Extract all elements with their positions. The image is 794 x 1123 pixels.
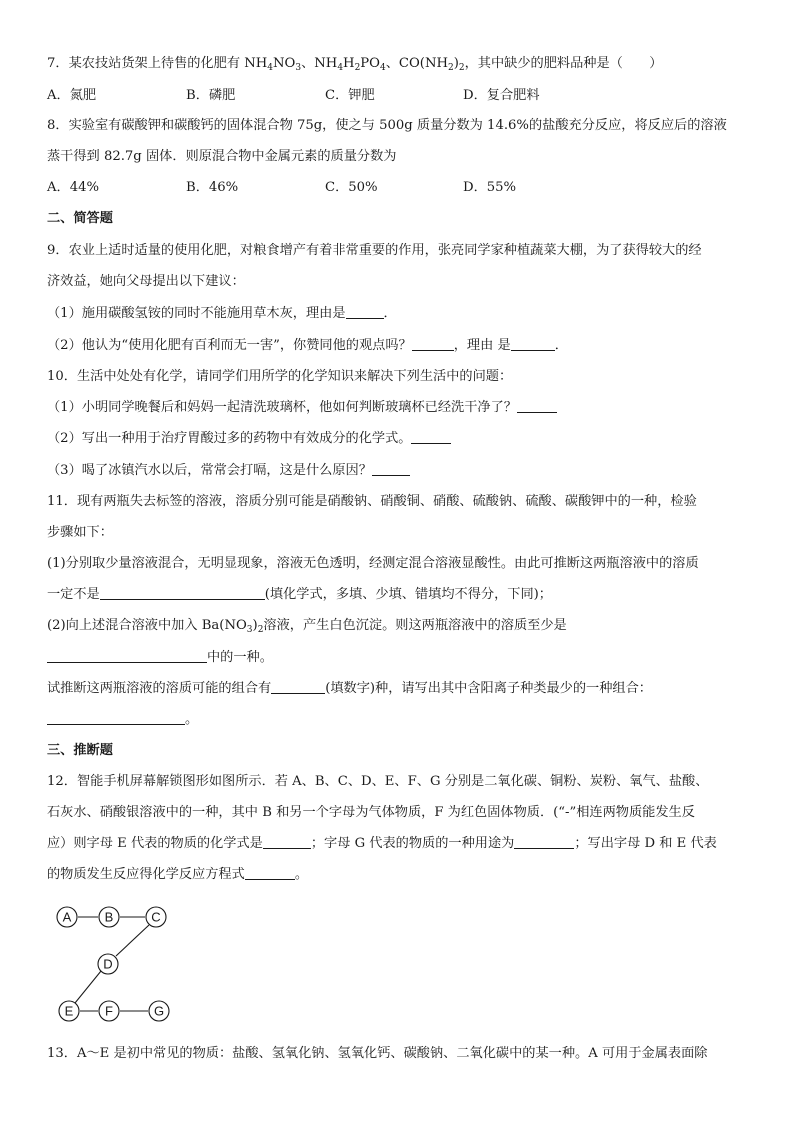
- answer-blank[interactable]: [372, 462, 410, 476]
- answer-blank[interactable]: [271, 680, 325, 694]
- node-f-label: F: [105, 1003, 113, 1019]
- q13-line-1: 13．A～E 是初中常见的物质：盐酸、氢氧化钠、氢氧化钙、碳酸钠、二氧化碳中的某一种。A 可用于金属表面除: [47, 1046, 708, 1061]
- q8-option-c: C．50%: [325, 180, 378, 195]
- answer-blank[interactable]: [517, 399, 557, 413]
- q8-line-1: 8．实验室有碳酸钾和碳酸钙的固体混合物 75g，使之与 500g 质量分数为 14.6%的盐酸充分反应，将反应后的溶液: [47, 118, 727, 133]
- q8-option-d: D．55%: [463, 180, 517, 195]
- q11-line-3: (1)分别取少量溶液混合，无明显现象，溶液无色透明，经测定混合溶液显酸性。由此可推断这两瓶溶液中的溶质: [47, 556, 699, 571]
- q11-line-6: 中的一种。: [47, 648, 273, 668]
- answer-blank[interactable]: [412, 337, 454, 351]
- q7-option-d: D．复合肥料: [463, 88, 540, 103]
- q11-line-7: 试推断这两瓶溶液的溶质可能的组合有 (填数字)种，请写出其中含阳离子种类最少的一种组合：: [47, 681, 652, 696]
- edge-c-d: [116, 925, 149, 956]
- q12-line-2: 石灰水、硝酸银溶液中的一种，其中 B 和另一个字母为气体物质，F 为红色固体物质．(“-”相连两物质能发生反: [47, 805, 695, 820]
- q7-stem: 7．某农技站货架上待售的化肥有 $NH_4NO_3$、$NH_4H_2PO_4$、$CO(NH_2)_2$，其中缺少的肥料品种是（ ）: [47, 56, 663, 73]
- q9-line-1: 9．农业上适时适量的使用化肥，对粮食增产有着非常重要的作用，张亮同学家种植蔬菜大棚，为了获得较大的经: [47, 243, 702, 258]
- q8-option-a: A．44%: [47, 180, 100, 195]
- q7-option-c: C．钾肥: [325, 88, 375, 103]
- section-heading-2: 二、简答题: [47, 211, 113, 226]
- node-g-label: G: [153, 1003, 165, 1019]
- node-a-label: A: [62, 909, 72, 925]
- answer-blank[interactable]: [514, 835, 574, 849]
- section-heading-3: 三、推断题: [47, 743, 113, 758]
- q7-option-a: A．氮肥: [47, 88, 97, 103]
- answer-blank[interactable]: [411, 430, 451, 444]
- q11-line-5: (2)向上述混合溶液中加入 $Ba(NO_3)_2$溶液，产生白色沉淀。则这两瓶溶液中的溶质至少是: [47, 618, 567, 635]
- q10-part-2: （2）写出一种用于治疗胃酸过多的药物中有效成分的化学式。: [47, 429, 451, 449]
- q12-line-1: 12．智能手机屏幕解锁图形如图所示．若 A、B、C、D、E、F、G 分别是二氧化碳、铜粉、炭粉、氧气、盐酸、: [47, 774, 709, 789]
- answer-blank[interactable]: [263, 835, 311, 849]
- node-b-label: B: [104, 909, 114, 925]
- answer-blank[interactable]: [47, 711, 185, 725]
- q9-part-1: （1）施用碳酸氢铵的同时不能施用草木灰，理由是 ．: [47, 306, 397, 321]
- q11-line-8: 。: [47, 710, 198, 730]
- q10-part-3: （3）喝了冰镇汽水以后，常常会打嗝，这是什么原因？: [47, 461, 410, 481]
- answer-blank[interactable]: [245, 866, 295, 880]
- q11-line-4: 一定不是 (填化学式，多填、少填、错填均不得分，下同)；: [47, 587, 552, 602]
- q10-line-1: 10．生活中处处有化学，请同学们用所学的化学知识来解决下列生活中的问题：: [47, 369, 513, 384]
- q8-line-2: 蒸干得到 82.7g 固体．则原混合物中金属元素的质量分数为: [47, 149, 397, 164]
- answer-blank[interactable]: [100, 586, 265, 600]
- q9-line-2: 济效益，她向父母提出以下建议：: [47, 274, 245, 289]
- q11-line-1: 11．现有两瓶失去标签的溶液，溶质分别可能是硝酸钠、硝酸铜、硝酸、硫酸钠、硫酸、碳酸钾中的一种，检验: [47, 494, 697, 509]
- q7-option-b: B．磷肥: [186, 88, 236, 103]
- node-d-label: D: [103, 956, 113, 972]
- q10-part-1: （1）小明同学晚餐后和妈妈一起清洗玻璃杯，他如何判断玻璃杯已经洗干净了？: [47, 398, 557, 418]
- answer-blank[interactable]: [47, 649, 207, 663]
- q9-part-2: （2）他认为“使用化肥有百利而无一害”，你赞同他的观点吗？ ，理由 是 ．: [47, 338, 568, 353]
- node-e-label: E: [64, 1003, 74, 1019]
- q12-line-4: 的物质发生反应得化学反应方程式 。: [47, 867, 308, 882]
- q12-line-3: 应）则字母 E 代表的物质的化学式是 ；字母 G 代表的物质的一种用途为 ；写出字母 D 和 E 代表: [47, 836, 717, 851]
- q11-line-2: 步骤如下：: [47, 525, 113, 540]
- answer-blank[interactable]: [511, 337, 555, 351]
- edge-d-e: [75, 971, 101, 1003]
- q8-option-b: B．46%: [186, 180, 239, 195]
- unlock-pattern-diagram: [50, 900, 180, 1028]
- answer-blank[interactable]: [346, 305, 384, 319]
- node-c-label: C: [151, 909, 161, 925]
